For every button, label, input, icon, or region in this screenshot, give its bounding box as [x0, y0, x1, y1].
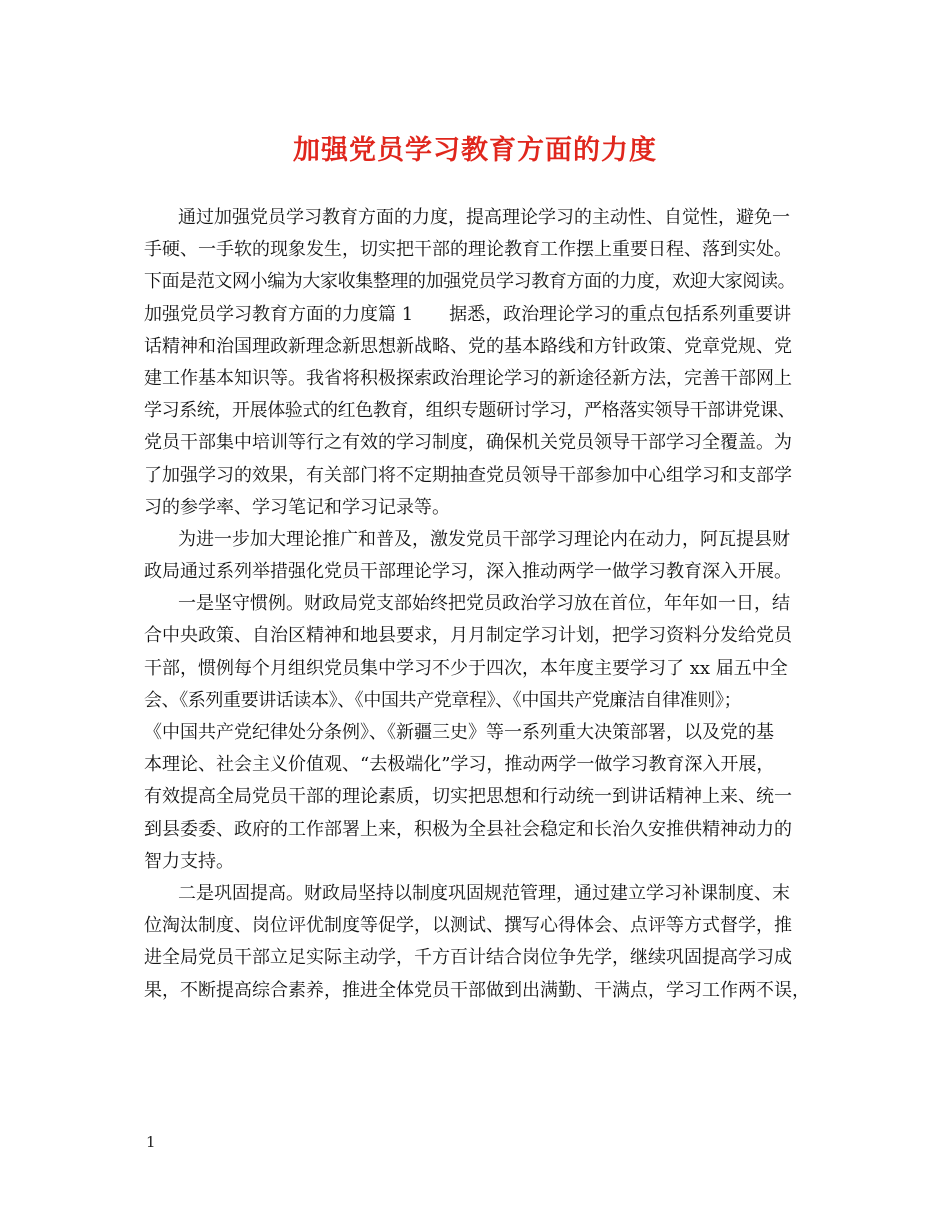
- paragraph-line: 智力支持。: [144, 850, 234, 872]
- paragraph-line: 会、《系列重要讲话读本》、《中国共产党章程》、《中国共产党廉洁自律准则》；: [144, 689, 742, 711]
- paragraph-line: 位淘汰制度、岗位评优制度等促学，以测试、撰写心得体会、点评等方式督学，推: [144, 915, 792, 937]
- paragraph-line: 加强党员学习教育方面的力度篇 1 据悉，政治理论学习的重点包括系列重要讲: [144, 303, 792, 325]
- paragraph-line: 了加强学习的效果，有关部门将不定期抽查党员领导干部参加中心组学习和支部学: [144, 464, 792, 486]
- paragraph-line: 干部，惯例每个月组织党员集中学习不少于四次，本年度主要学习了 xx 届五中全: [144, 657, 788, 679]
- paragraph-line: 习的参学率、学习笔记和学习记录等。: [144, 496, 450, 518]
- paragraph-line: 有效提高全局党员干部的理论素质，切实把思想和行动统一到讲话精神上来、统一: [144, 786, 792, 808]
- paragraph-line: 政局通过系列举措强化党员干部理论学习，深入推动两学一做学习教育深入开展。: [144, 561, 792, 583]
- paragraph-line: 到县委委、政府的工作部署上来，积极为全县社会稳定和长治久安推供精神动力的: [144, 818, 792, 840]
- paragraph-line: 果，不断提高综合素养，推进全体党员干部做到出满勤、干满点，学习工作两不误，: [144, 979, 810, 1001]
- paragraph-line: 本理论、社会主义价值观、“去极端化”学习，推动两学一做学习教育深入开展，: [144, 754, 775, 776]
- paragraph-line: 手硬、一手软的现象发生，切实把干部的理论教育工作摆上重要日程、落到实处。: [144, 239, 792, 261]
- paragraph-line: 建工作基本知识等。我省将积极探索政治理论学习的新途径新方法，完善干部网上: [144, 367, 792, 389]
- paragraph-line: 一是坚守惯例。财政局党支部始终把党员政治学习放在首位，年年如一日，结: [178, 593, 790, 615]
- paragraph-line: 党员干部集中培训等行之有效的学习制度，确保机关党员领导干部学习全覆盖。为: [144, 432, 792, 454]
- paragraph-line: 二是巩固提高。财政局坚持以制度巩固规范管理，通过建立学习补课制度、末: [178, 882, 790, 904]
- document-body: [144, 202, 812, 1007]
- paragraph-line: 学习系统，开展体验式的红色教育，组织专题研讨学习，严格落实领导干部讲党课、: [144, 400, 796, 422]
- page-number: 1: [146, 1133, 156, 1151]
- document-title: 加强党员学习教育方面的力度: [293, 135, 657, 166]
- paragraph-line: 为进一步加大理论推广和普及，激发党员干部学习理论内在动力，阿瓦提县财: [178, 528, 790, 550]
- paragraph-line: 《中国共产党纪律处分条例》、《新疆三史》等一系列重大决策部署，以及党的基: [144, 722, 774, 743]
- paragraph-line: 话精神和治国理政新理念新思想新战略、党的基本路线和方针政策、党章党规、党: [144, 335, 792, 357]
- paragraph-line: 下面是范文网小编为大家收集整理的加强党员学习教育方面的力度，欢迎大家阅读。: [144, 271, 796, 293]
- paragraph-line: 进全局党员干部立足实际主动学，千方百计结合岗位争先学，继续巩固提高学习成: [144, 947, 792, 969]
- paragraph-line: 合中央政策、自治区精神和地县要求，月月制定学习计划，把学习资料分发给党员: [144, 625, 792, 647]
- paragraph-line: 通过加强党员学习教育方面的力度，提高理论学习的主动性、自觉性，避免一: [178, 207, 790, 228]
